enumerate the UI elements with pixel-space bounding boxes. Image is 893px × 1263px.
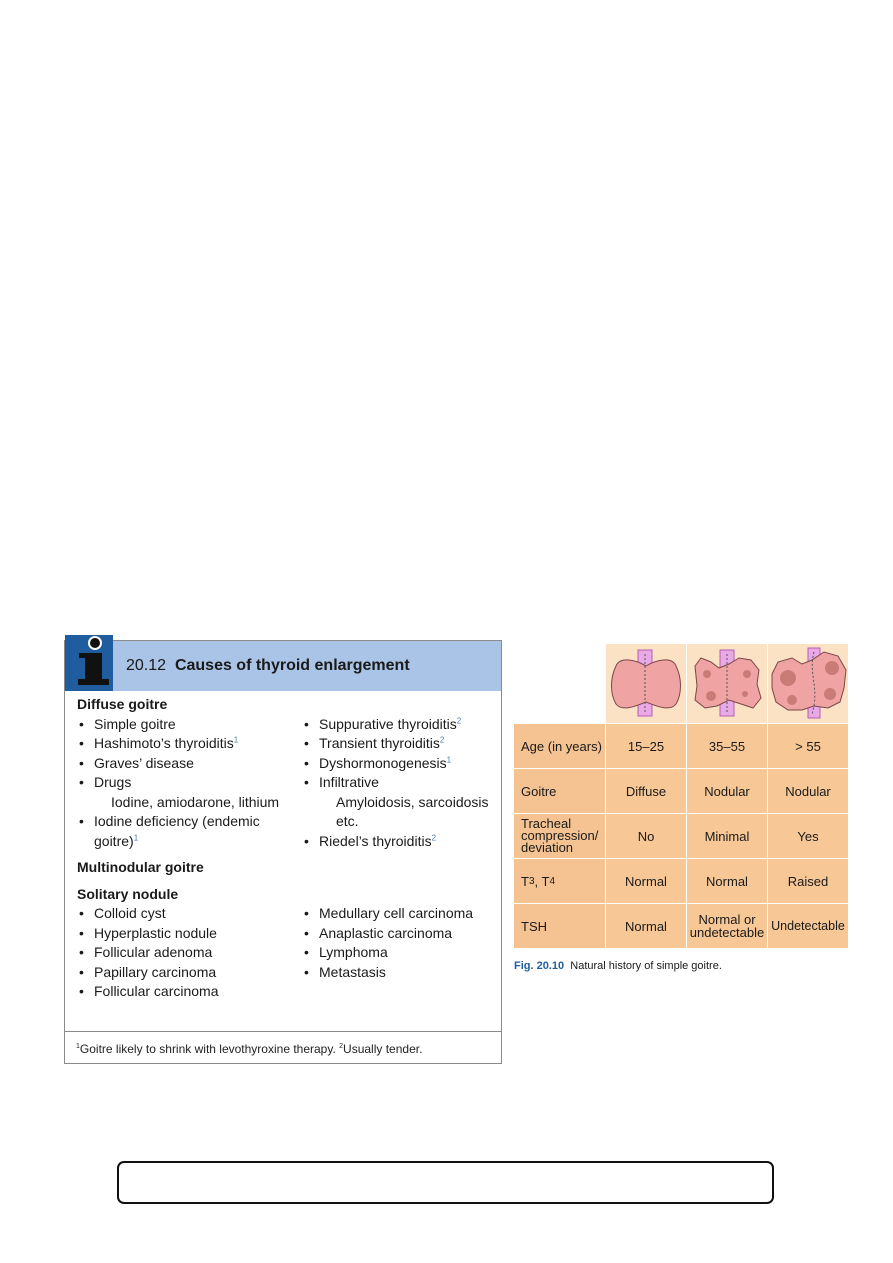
info-box-header	[65, 641, 501, 691]
list-item: • Hashimoto’s thyroiditis$^1$	[77, 734, 302, 754]
info-box-title: 20.12 Causes of thyroid enlargement	[126, 657, 410, 674]
table-cell: Yes	[768, 814, 848, 858]
drugs-subitems: Iodine, amiodarone, lithium	[111, 793, 280, 810]
list-item: • Graves’ disease	[77, 754, 302, 774]
list-item: • Riedel’s thyroiditis$^2$	[302, 832, 497, 852]
empty-text-box	[117, 1161, 774, 1204]
table-cell: Normal	[606, 859, 686, 903]
list-item: • Follicular carcinoma	[77, 982, 302, 1002]
table-cell: Normal or undetectable	[687, 904, 767, 948]
table-cell: No	[606, 814, 686, 858]
list-item: • Simple goitre	[77, 715, 302, 735]
section-heading-solitary: Solitary nodule	[77, 885, 179, 902]
goitre-history-figure	[514, 644, 849, 949]
figure-caption: Fig. 20.10 Natural history of simple goitre.	[514, 960, 722, 972]
info-box-body	[77, 695, 497, 1002]
diffuse-gland-icon	[606, 644, 686, 723]
list-item: • Suppurative thyroiditis$^2$	[302, 715, 497, 735]
diffuse-right-list	[302, 715, 497, 852]
list-item: • Dyshormonogenesis$^1$	[302, 754, 497, 774]
gland-image-large-nodular	[768, 644, 848, 723]
table-cell: Nodular	[768, 769, 848, 813]
table-cell: Nodular	[687, 769, 767, 813]
list-item: • Papillary carcinoma	[77, 963, 302, 983]
table-cell: Normal	[687, 859, 767, 903]
list-item: • Infiltrative Amyloidosis, sarcoidosis etc.	[302, 773, 497, 832]
row-label-goitre: Goitre	[514, 769, 605, 813]
info-box-footnote: $^1$Goitre likely to shrink with levothyroxine therapy. $^2$Usually tender.	[65, 1031, 501, 1056]
list-item: • Hyperplastic nodule	[77, 924, 302, 944]
table-cell: Diffuse	[606, 769, 686, 813]
list-item: • Medullary cell carcinoma	[302, 904, 497, 924]
list-item: • Iodine deficiency (endemic goitre)$^1$	[77, 812, 302, 851]
list-item: • Metastasis	[302, 963, 497, 983]
solitary-left-list	[77, 904, 302, 1002]
list-item: • Transient thyroiditis$^2$	[302, 734, 497, 754]
large-nodular-gland-icon	[768, 644, 848, 723]
section-heading-multinodular: Multinodular goitre	[77, 859, 204, 875]
list-item: • Lymphoma	[302, 943, 497, 963]
row-label-tracheal: Tracheal compression/ deviation	[514, 814, 605, 858]
row-label-t3-t4: T 3 , T 4	[514, 859, 605, 903]
table-cell: 35–55	[687, 724, 767, 768]
infiltrative-subitems: Amyloidosis, sarcoidosis etc.	[336, 793, 489, 829]
info-icon	[65, 635, 113, 691]
row-label-age: Age (in years)	[514, 724, 605, 768]
table-cell: Normal	[606, 904, 686, 948]
gland-image-nodular	[687, 644, 767, 723]
section-heading-diffuse: Diffuse goitre	[77, 696, 168, 712]
solitary-right-list	[302, 904, 497, 982]
table-cell: Raised	[768, 859, 848, 903]
info-box	[64, 640, 502, 1064]
list-item: • Colloid cyst	[77, 904, 302, 924]
table-cell: Minimal	[687, 814, 767, 858]
list-item: • Anaplastic carcinoma	[302, 924, 497, 944]
diffuse-left-list	[77, 715, 302, 852]
table-cell: 15–25	[606, 724, 686, 768]
gland-image-diffuse	[606, 644, 686, 723]
row-label-tsh: TSH	[514, 904, 605, 948]
list-item: • Drugs Iodine, amiodarone, lithium	[77, 773, 302, 812]
list-item: • Follicular adenoma	[77, 943, 302, 963]
nodular-gland-icon	[687, 644, 767, 723]
table-cell: > 55	[768, 724, 848, 768]
table-cell: Undetectable	[768, 904, 848, 948]
